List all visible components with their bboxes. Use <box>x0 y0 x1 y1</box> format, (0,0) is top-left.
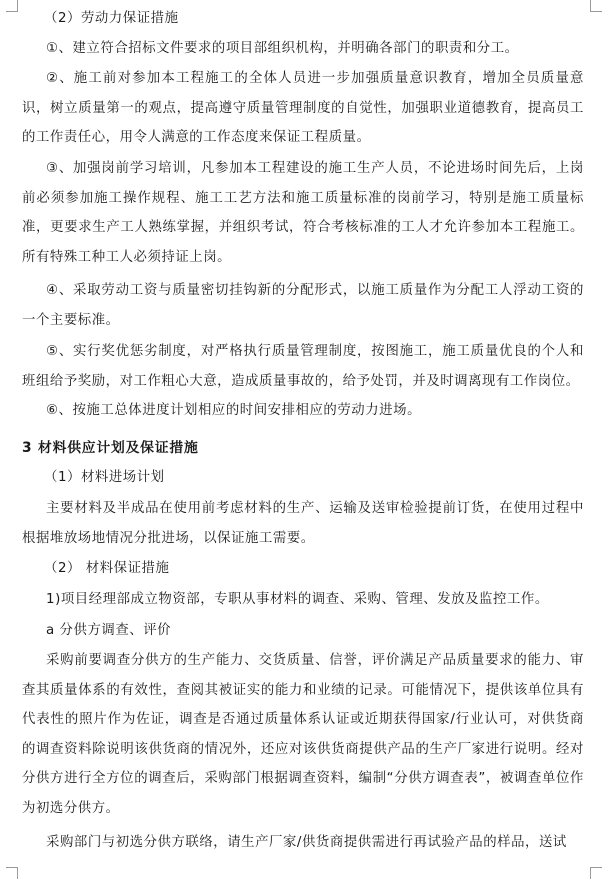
page-corner-mark <box>590 867 602 879</box>
labor-guarantee-heading: （2）劳动力保证措施 <box>44 11 179 26</box>
labor-item-3: ③、加强岗前学习培训，凡参加本工程建设的施工生产人员，不论进场时间先后，上岗前必须参加施工操作规程、施工工艺方法和施工质量标准的岗前学习，特别是施工质量标准，更要求生产工人熟练掌握，并组织考试，符合考核标准的工人才允许参加本工程施工。所有特殊工种工人必须持证上岗。 <box>22 161 584 265</box>
supplier-survey-paragraph: 采购前要调查分供方的生产能力、交货质量、信誉，评价满足产品质量要求的能力、审查其质量体系的有效性，查阅其被证实的能力和业绩的记录。可能情况下，提供该单位具有代表性的照片作为佐证，调查是否通过质量体系认证或近期获得国家/行业认可，对供货商的调查资料除说明该供货商的情况外，还应对该供货商提供产品的生产厂家进行说明。经对分供方进行全方位的调查后，采购部门根据调查资料，编制“分供方调查表”，被调查单位作为初选分供方。 <box>22 653 584 816</box>
labor-item-5: ⑤、实行奖优惩劣制度，对严格执行质量管理制度，按图施工，施工质量优良的个人和班组给予奖励，对工作粗心大意，造成质量事故的，给予处罚，并及时调离现有工作岗位。 <box>22 344 584 389</box>
material-item-a: a 分供方调查、评价 <box>46 623 172 638</box>
page-corner-mark <box>6 0 18 12</box>
section-3-heading: 3 材料供应计划及保证措施 <box>22 440 199 456</box>
labor-item-2: ②、施工前对参加本工程施工的全体人员进一步加强质量意识教育，增加全员质量意识，树立质量第一的观点，提高遵守质量管理制度的自觉性，加强职业道德教育，提高员工的工作责任心，用令人满意的工作态度来保证工程质量。 <box>22 71 584 145</box>
material-guarantee-heading: （2） 材料保证措施 <box>44 561 170 576</box>
material-plan-heading: （1）材料进场计划 <box>44 470 165 485</box>
labor-item-1: ①、建立符合招标文件要求的项目部组织机构，并明确各部门的职责和分工。 <box>46 41 519 56</box>
labor-item-6: ⑥、按施工总体进度计划相应的时间安排相应的劳动力进场。 <box>46 403 422 418</box>
labor-item-4: ④、采取劳动工资与质量密切挂钩新的分配形式，以施工质量作为分配工人浮动工资的一个主要标准。 <box>22 283 584 328</box>
material-plan-text: 主要材料及半成品在使用前考虑材料的生产、运输及送审检验提前订货，在使用过程中根据堆放场地情况分批进场，以保证施工需要。 <box>22 501 584 546</box>
material-item-1: 1)项目经理部成立物资部，专职从事材料的调查、采购、管理、发放及监控工作。 <box>46 592 549 607</box>
page-corner-mark <box>6 867 18 879</box>
page-corner-mark <box>590 0 602 12</box>
supplier-contact-paragraph: 采购部门与初选分供方联络，请生产厂家/供货商提供需进行再试验产品的样品，送试 <box>46 835 567 850</box>
